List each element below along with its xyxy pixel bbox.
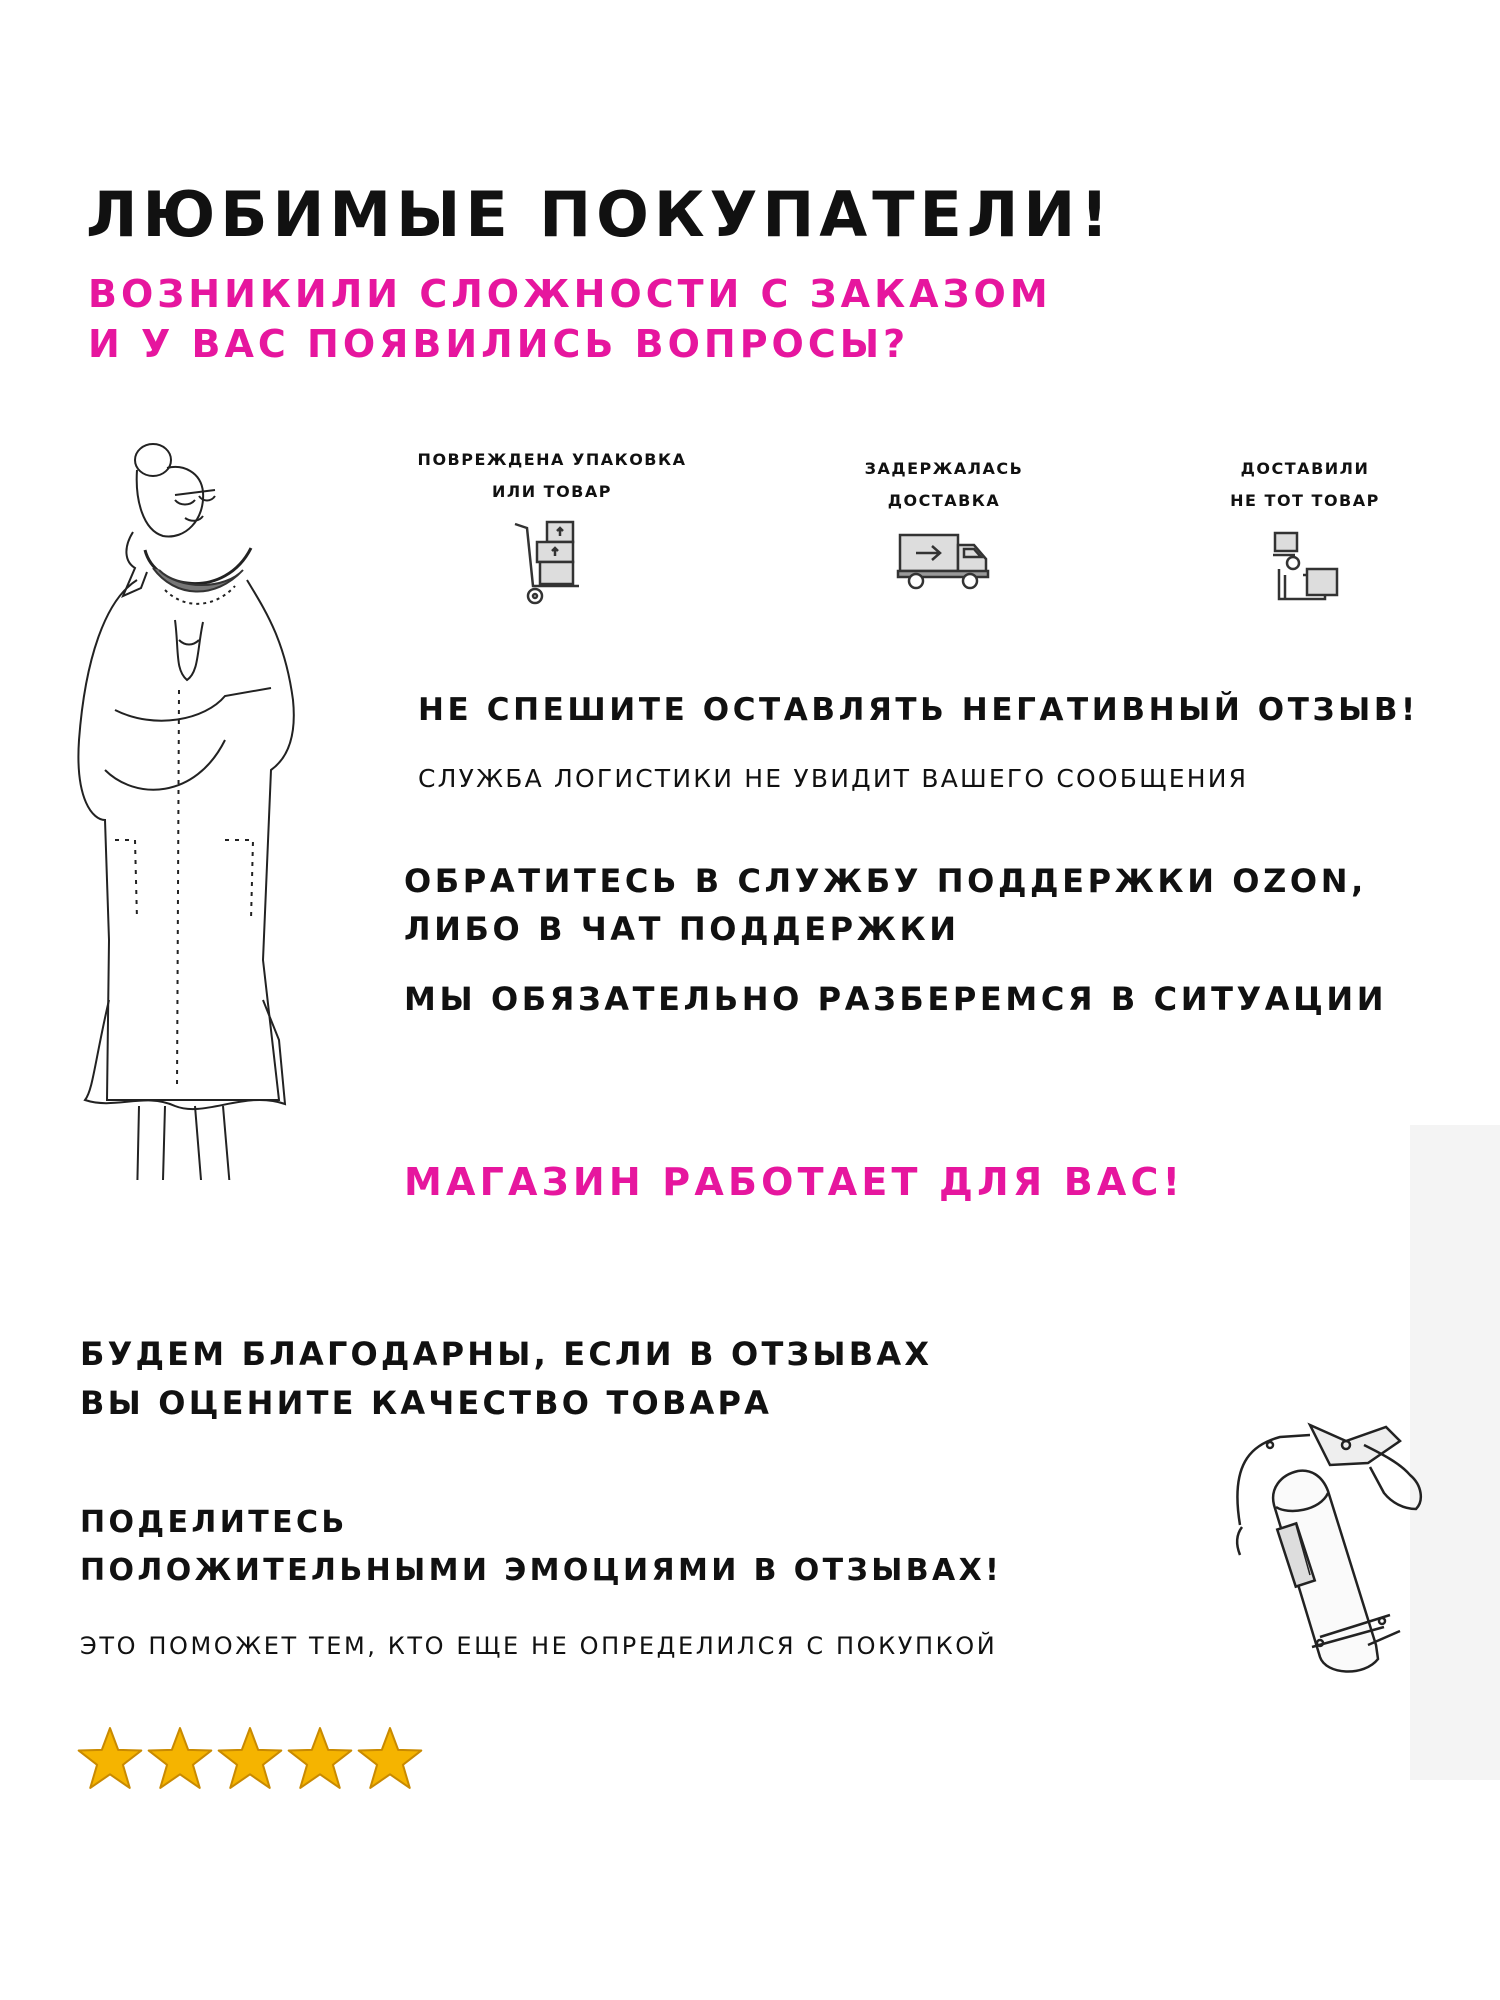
issue-wrong-line-2: НЕ ТОТ ТОВАР — [1230, 491, 1380, 510]
delivery-truck-icon — [894, 525, 994, 595]
issue-damaged-line-2: ИЛИ ТОВАР — [492, 482, 612, 501]
contact-support-line-2: ЛИБО В ЧАТ ПОДДЕРЖКИ — [404, 910, 960, 948]
rating-stars — [76, 1725, 424, 1791]
issue-wrong-line-1: ДОСТАВИЛИ — [1240, 459, 1370, 478]
issue-damaged-line-1: ПОВРЕЖДЕНА УПАКОВКА — [417, 450, 687, 469]
star-icon — [146, 1725, 214, 1791]
contact-support-line-1: ОБРАТИТЕСЬ В СЛУЖБУ ПОДДЕРЖКИ OZON, — [404, 862, 1367, 900]
subtitle-line-1: ВОЗНИКИЛИ СЛОЖНОСТИ С ЗАКАЗОМ — [88, 272, 1052, 316]
subtitle-line-2: И У ВАС ПОЯВИЛИСЬ ВОПРОСЫ? — [88, 322, 910, 366]
issue-delay — [794, 453, 1094, 595]
hand-truck-boxes-icon — [507, 516, 597, 606]
issue-delay-line-1: ЗАДЕРЖАЛАСЬ — [864, 459, 1024, 478]
issue-delay-line-2: ДОСТАВКА — [887, 491, 1001, 510]
sort-out-line: МЫ ОБЯЗАТЕЛЬНО РАЗБЕРЕМСЯ В СИТУАЦИИ — [404, 980, 1388, 1018]
store-works-line: МАГАЗИН РАБОТАЕТ ДЛЯ ВАС! — [404, 1160, 1185, 1204]
logistics-note: СЛУЖБА ЛОГИСТИКИ НЕ УВИДИТ ВАШЕГО СООБЩЕНИЯ — [418, 764, 1249, 793]
thanks-line-1: БУДЕМ БЛАГОДАРНЫ, ЕСЛИ В ОТЗЫВАХ — [80, 1335, 933, 1373]
share-line-1: ПОДЕЛИТЕСЬ — [80, 1505, 348, 1540]
page-title: ЛЮБИМЫЕ ПОКУПАТЕЛИ! — [86, 178, 1114, 251]
share-line-2: ПОЛОЖИТЕЛЬНЫМИ ЭМОЦИЯМИ В ОТЗЫВАХ! — [80, 1553, 1003, 1588]
issue-wrong-item — [1155, 453, 1455, 605]
star-icon — [286, 1725, 354, 1791]
thanks-line-2: ВЫ ОЦЕНИТЕ КАЧЕСТВО ТОВАРА — [80, 1384, 773, 1422]
dont-rush-heading: НЕ СПЕШИТЕ ОСТАВЛЯТЬ НЕГАТИВНЫЙ ОТЗЫВ! — [418, 692, 1419, 728]
wrong-package-icon — [1265, 525, 1345, 605]
star-icon — [76, 1725, 144, 1791]
helps-note: ЭТО ПОМОЖЕТ ТЕМ, КТО ЕЩЕ НЕ ОПРЕДЕЛИЛСЯ С ПОКУПКОЙ — [80, 1632, 998, 1660]
star-icon — [216, 1725, 284, 1791]
issue-damaged — [402, 444, 702, 606]
fire-extinguisher-illustration — [1170, 1375, 1490, 1695]
star-icon — [356, 1725, 424, 1791]
woman-in-coat-illustration — [75, 440, 315, 1180]
